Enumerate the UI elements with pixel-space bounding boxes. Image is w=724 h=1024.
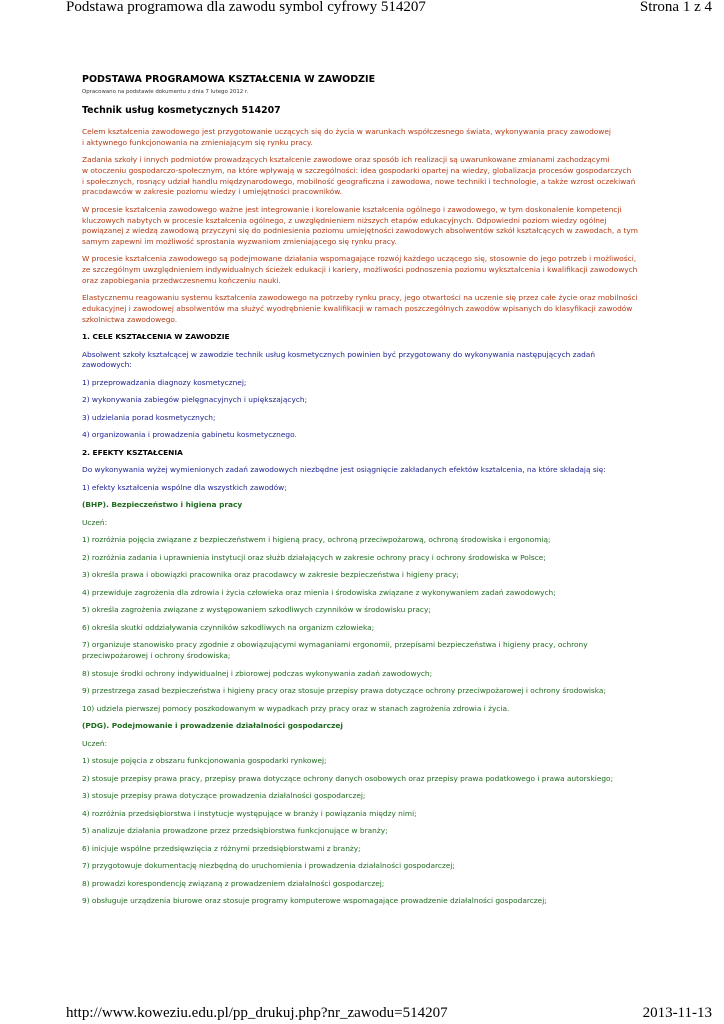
goal-item: 3) udzielania porad kosmetycznych;: [82, 412, 216, 422]
bhp-item: [82, 535, 652, 546]
intro-paragraph-line: W procesie kształcenia zawodowego ważne jest integrowanie i korelowanie kształcenia ogólnego i zawodowego, w tym doskonalenie kompetencji: [82, 204, 622, 214]
intro-paragraph-line: oraz zapobiegania przedwczesnemu kończeniu nauki.: [82, 275, 281, 285]
intro-paragraph-line: Zadania szkoły i innych podmiotów prowadzących kształcenie zawodowe oraz sposób ich realizacji są uwarunkowane zmianami zachodzącymi: [82, 155, 610, 165]
intro-section: [82, 127, 652, 325]
pdg-item: 1) stosuje pojęcia z obszaru funkcjonowania gospodarki rynkowej;: [82, 756, 327, 766]
intro-paragraph-line: W procesie kształcenia zawodowego są podejmowane działania wspomagające rozwój każdego uczącego się, stosownie do jego potrzeb i możliwości,: [82, 254, 637, 264]
bhp-item-line: 1) rozróżnia pojęcia związane z bezpieczeństwem i higieną pracy, ochroną przeciwpożarową, ochroną środowiska i ergonomią;: [82, 535, 551, 545]
bhp-item-line: 10) udziela pierwszej pomocy poszkodowanym w wypadkach przy pracy oraz w stanach zagrożenia zdrowia i życia.: [82, 703, 510, 713]
goal-item: 1) przeprowadzania diagnozy kosmetycznej;: [82, 377, 247, 387]
print-footer-date: 2013-11-13: [642, 1005, 712, 1021]
intro-paragraph: [82, 205, 652, 248]
goals-list: [82, 378, 652, 441]
bhp-item-line: 3) określa prawa i obowiązki pracownika oraz pracodawcy w zakresie bezpieczeństwa i higieny pracy;: [82, 570, 459, 580]
pdg-heading: (PDG). Podejmowanie i prowadzenie działalności gospodarczej: [82, 721, 343, 731]
intro-paragraph-line: Elastycznemu reagowaniu systemu kształcenia zawodowego na potrzeby rynku pracy, jego otwartości na uczenie się przez całe życie oraz mobilności: [82, 293, 638, 303]
goals-lead: Absolwent szkoły kształcącej w zawodzie technik usług kosmetycznych powinien być przygotowany do wykonywania następujących zadań zawodowych:: [82, 349, 596, 370]
bhp-item: [82, 686, 652, 697]
intro-paragraph: [82, 293, 652, 325]
intro-paragraph-line: edukacyjnej i zawodowej absolwentów ma służyć wyodrębnienie kwalifikacji w ramach poszczególnych zawodów wpisanych do klasyfikacji zawodów: [82, 304, 633, 314]
intro-paragraph: [82, 254, 652, 286]
bhp-item-line: 7) organizuje stanowisko pracy zgodnie z obowiązującymi wymaganiami ergonomii, przepisami bezpieczeństwa i higieny pracy, ochrony: [82, 640, 588, 650]
goal-item: 2) wykonywania zabiegów pielęgnacyjnych i upiększających;: [82, 395, 308, 405]
pdg-item: 2) stosuje przepisy prawa pracy, przepisy prawa dotyczące ochrony danych osobowych oraz przepisy prawa podatkowego i prawa autorskiego;: [82, 773, 614, 783]
intro-paragraph-line: ze szczególnym uwzględnieniem indywidualnych ścieżek edukacji i kariery, możliwości podnoszenia poziomu wykształcenia i kwalifikacji zawodowych: [82, 265, 638, 275]
bhp-item-line: 6) określa skutki oddziaływania czynników szkodliwych na organizm człowieka;: [82, 622, 375, 632]
intro-paragraph-line: szkolnictwa zawodowego.: [82, 314, 178, 324]
bhp-item: [82, 588, 652, 599]
document-title: PODSTAWA PROGRAMOWA KSZTAŁCENIA W ZAWODZIE: [82, 74, 376, 85]
pdg-list: [82, 756, 652, 907]
pdg-item: 6) inicjuje wspólne przedsięwzięcia z różnymi przedsiębiorstwami z branży;: [82, 843, 361, 853]
profession-title: Technik usług kosmetycznych 514207: [82, 105, 281, 116]
print-footer-url: http://www.koweziu.edu.pl/pp_drukuj.php?nr_zawodu=514207: [66, 1005, 448, 1021]
bhp-item-line: 2) rozróżnia zadania i uprawnienia instytucji oraz służb działających w zakresie ochrony pracy i ochrony środowiska w Polsce;: [82, 552, 546, 562]
bhp-list: [82, 535, 652, 714]
intro-paragraph-line: i społecznych, rosnący udział handlu międzynarodowego, mobilność geograficzna i zawodowa, nowe techniki i technologie, a także wzrost oczekiwań: [82, 176, 636, 186]
pdg-student-label: Uczeń:: [82, 738, 108, 748]
bhp-item-line: przeciwpożarowej i ochrony środowiska;: [82, 651, 231, 661]
bhp-item: [82, 623, 652, 634]
intro-paragraph: [82, 127, 652, 148]
intro-paragraph-line: i aktywnego funkcjonowania na zmieniającym się rynku pracy.: [82, 137, 313, 147]
section-heading-goals: 1. CELE KSZTAŁCENIA W ZAWODZIE: [82, 332, 230, 342]
goal-item: 4) organizowania i prowadzenia gabinetu kosmetycznego.: [82, 430, 297, 440]
document-subtitle: Opracowano na podstawie dokumentu z dnia 7 lutego 2012 r.: [82, 89, 249, 95]
pdg-item: 5) analizuje działania prowadzone przez przedsiębiorstwa funkcjonujące w branży;: [82, 826, 388, 836]
print-header: [0, 0, 724, 18]
intro-paragraph-line: kluczowych nabytych w procesie kształcenia ogólnego, z uwzględnieniem niższych etapów edukacyjnych. Odpowiedni poziom wiedzy ogólnej: [82, 215, 607, 225]
bhp-item: [82, 669, 652, 680]
intro-paragraph-line: Celem kształcenia zawodowego jest przygotowanie uczących się do życia w warunkach współczesnego świata, wykonywania pracy zawodowej: [82, 127, 611, 136]
intro-paragraph-line: pracodawców w zakresie poziomu wiedzy i umiejętności pracowników.: [82, 187, 343, 197]
effects-sub: 1) efekty kształcenia wspólne dla wszystkich zawodów;: [82, 482, 287, 492]
bhp-item: [82, 640, 652, 661]
bhp-heading: (BHP). Bezpieczeństwo i higiena pracy: [82, 500, 243, 510]
pdg-item: 7) przygotowuje dokumentację niezbędną do uruchomienia i prowadzenia działalności gospodarczej;: [82, 861, 455, 871]
bhp-item-line: 8) stosuje środki ochrony indywidualnej i zbiorowej podczas wykonywania zadań zawodowych;: [82, 668, 433, 678]
effects-lead: Do wykonywania wyżej wymienionych zadań zawodowych niezbędne jest osiągnięcie zakładanych efektów kształcenia, na które składają się:: [82, 465, 606, 475]
bhp-item-line: 5) określa zagrożenia związane z występowaniem szkodliwych czynników w środowisku pracy;: [82, 605, 431, 615]
print-header-title: Podstawa programowa dla zawodu symbol cyfrowy 514207: [66, 0, 426, 15]
intro-paragraph-line: samym zapewni im możliwość sprostania wyzwaniom zmieniającego się rynku pracy.: [82, 236, 397, 246]
pdg-item: 9) obsługuje urządzenia biurowe oraz stosuje programy komputerowe wspomagające prowadzenie działalności gospodarczej;: [82, 896, 547, 906]
bhp-student-label: Uczeń:: [82, 517, 108, 527]
pdg-item: 4) rozróżnia przedsiębiorstwa i instytucje występujące w branży i powiązania między nimi;: [82, 808, 417, 818]
bhp-item: [82, 553, 652, 564]
bhp-item: [82, 570, 652, 581]
pdg-item: 3) stosuje przepisy prawa dotyczące prowadzenia działalności gospodarczej;: [82, 791, 366, 801]
bhp-item-line: 4) przewiduje zagrożenia dla zdrowia i życia człowieka oraz mienia i środowiska związane z wykonywaniem zadań zawodowych;: [82, 587, 556, 597]
print-footer: [0, 1005, 724, 1023]
bhp-item-line: 9) przestrzega zasad bezpieczeństwa i higieny pracy oraz stosuje przepisy prawa dotyczące ochrony przeciwpożarowej i ochrony środowiska;: [82, 686, 606, 696]
intro-paragraph-line: powiązanej z wiedzą zawodową przyczyni się do podniesienia poziomu umiejętności zawodowych absolwentów szkół kształcących w zawodach, a tym: [82, 226, 638, 236]
print-header-page: Strona 1 z 4: [639, 0, 712, 15]
pdg-item: 8) prowadzi korespondencję związaną z prowadzeniem działalności gospodarczej;: [82, 878, 385, 888]
intro-paragraph: [82, 155, 652, 198]
bhp-item: [82, 605, 652, 616]
intro-paragraph-line: w otoczeniu gospodarczo-społecznym, na które wpływają w szczególności: idea gospodarki opartej na wiedzy, globalizacja procesów gospodarczych: [82, 165, 632, 175]
document-body: [82, 73, 652, 914]
section-heading-effects: 2. EFEKTY KSZTAŁCENIA: [82, 447, 183, 457]
bhp-item: [82, 704, 652, 715]
